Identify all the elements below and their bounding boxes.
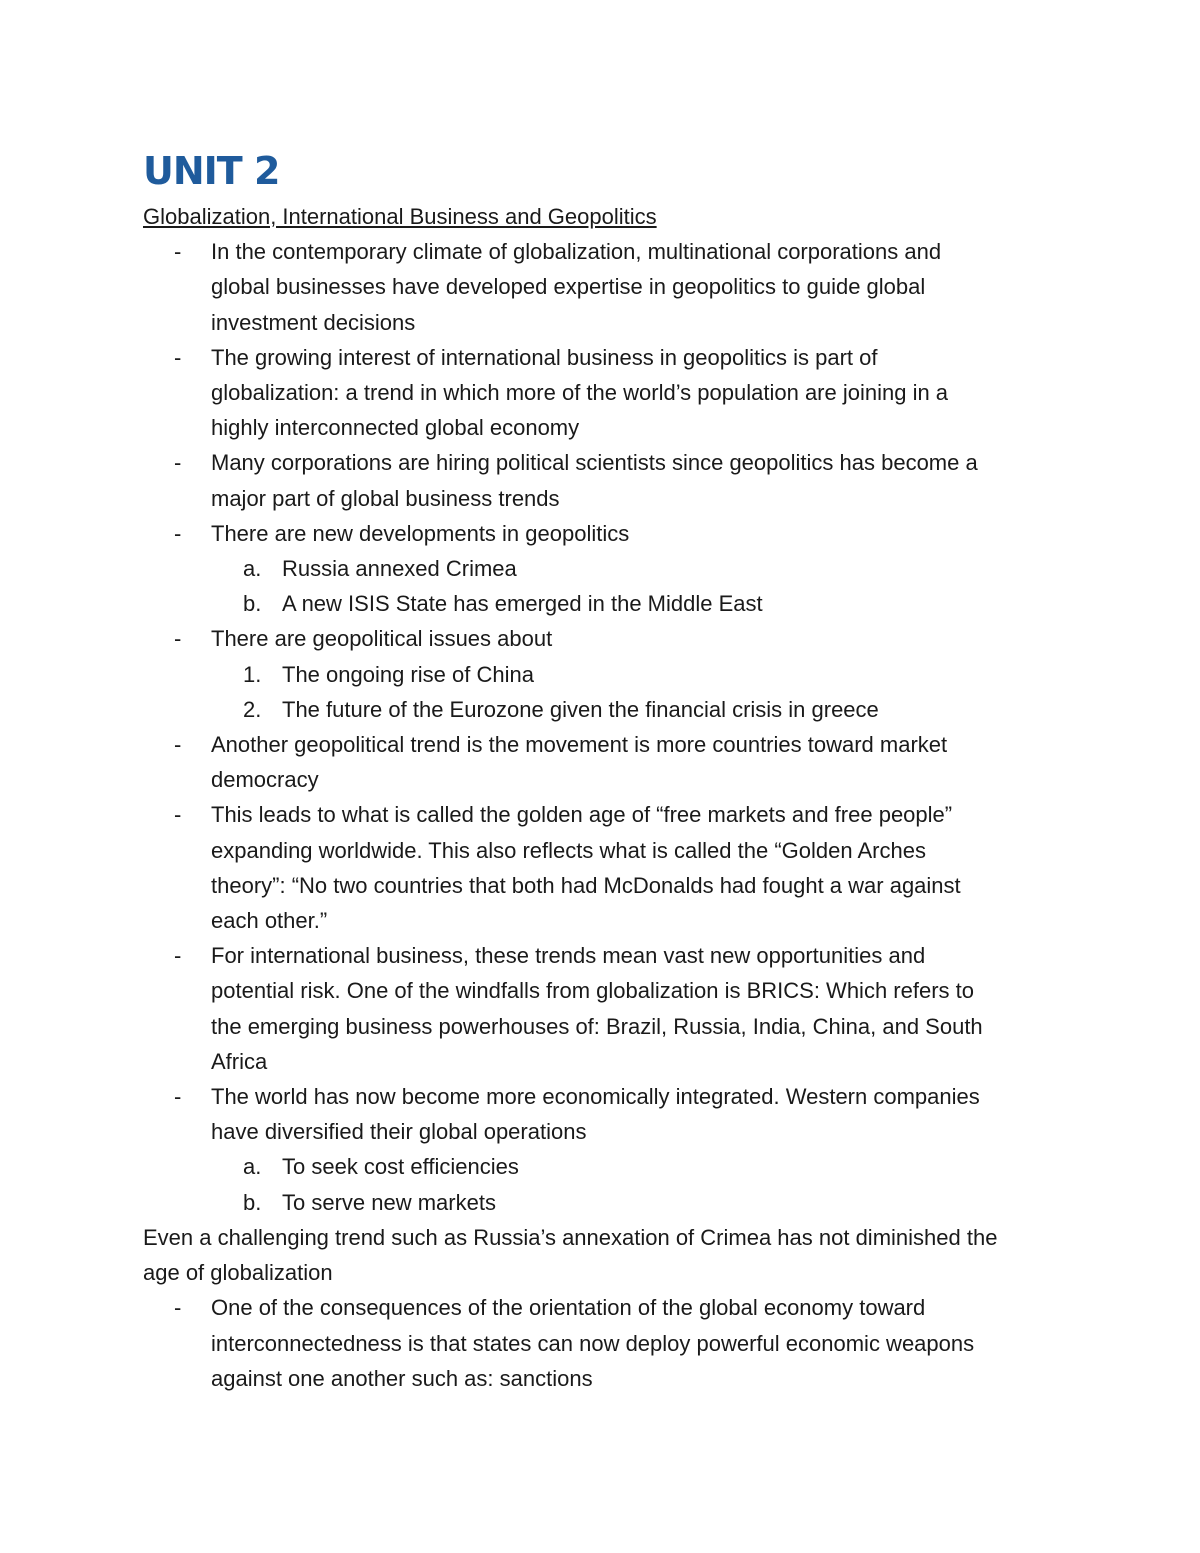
dash-marker: - [174, 344, 182, 370]
section-subtitle: Globalization, International Business and Geopolitics [143, 204, 657, 229]
text-line: investment decisions [211, 309, 416, 335]
text-line: There are new developments in geopolitics [211, 520, 630, 546]
text-line: Another geopolitical trend is the movement is more countries toward market [211, 732, 948, 758]
text-line: potential risk. One of the windfalls from globalization is BRICS: Which refers to [211, 978, 974, 1004]
text-line: theory”: “No two countries that both had McDonalds had fought a war against [211, 872, 961, 898]
dash-marker: - [174, 450, 182, 476]
text-line: This leads to what is called the golden age of “free markets and free people” [211, 802, 953, 828]
text-line: A new ISIS State has emerged in the Middle East [282, 591, 763, 617]
list-marker: b. [243, 591, 262, 617]
sub-list-item [143, 692, 1063, 727]
text-line: global businesses have developed expertise in geopolitics to guide global [211, 274, 926, 300]
text-line: Many corporations are hiring political scientists since geopolitics has become a [211, 450, 978, 476]
text-line: To serve new markets [282, 1189, 496, 1215]
dash-marker: - [174, 732, 182, 758]
text-line: For international business, these trends mean vast new opportunities and [211, 943, 926, 969]
text-line: age of globalization [143, 1260, 333, 1286]
text-line: expanding worldwide. This also reflects what is called the “Golden Arches [211, 837, 926, 863]
dash-marker: - [174, 626, 182, 652]
text-line: The growing interest of international business in geopolitics is part of [211, 344, 878, 370]
text-line: highly interconnected global economy [211, 415, 580, 441]
dash-marker: - [174, 239, 182, 265]
text-line: Africa [211, 1048, 268, 1074]
text-line: The ongoing rise of China [282, 661, 534, 687]
sub-list-item [143, 586, 1063, 621]
text-line: have diversified their global operations [211, 1119, 587, 1145]
sub-list-item [143, 551, 1063, 586]
text-line: One of the consequences of the orientation of the global economy toward [211, 1295, 926, 1321]
text-line: interconnectedness is that states can now deploy powerful economic weapons [211, 1330, 975, 1356]
text-line: against one another such as: sanctions [211, 1365, 593, 1391]
bullet-item [143, 445, 1063, 515]
text-line: In the contemporary climate of globalization, multinational corporations and [211, 239, 942, 265]
page-title: UNIT 2 [143, 149, 280, 193]
text-line: democracy [211, 767, 319, 793]
bullet-item [143, 1290, 1063, 1396]
sub-list-item [143, 1185, 1063, 1220]
bullet-item [143, 621, 1063, 656]
text-line: Even a challenging trend such as Russia’s annexation of Crimea has not diminished the [143, 1224, 998, 1250]
bullet-item [143, 516, 1063, 551]
dash-marker: - [174, 520, 182, 546]
list-marker: b. [243, 1189, 262, 1215]
text-line: the emerging business powerhouses of: Brazil, Russia, India, China, and South [211, 1013, 983, 1039]
text-line: The future of the Eurozone given the financial crisis in greece [282, 696, 879, 722]
sub-list-item [143, 657, 1063, 692]
bullet-item [143, 234, 1063, 340]
text-line: each other.” [211, 908, 328, 934]
text-line: To seek cost efficiencies [282, 1154, 519, 1180]
text-line: major part of global business trends [211, 485, 560, 511]
text-line: The world has now become more economically integrated. Western companies [211, 1084, 980, 1110]
dash-marker: - [174, 1295, 182, 1321]
bullet-item [143, 727, 1063, 797]
text-line: There are geopolitical issues about [211, 626, 553, 652]
bullet-item [143, 1079, 1063, 1149]
bullet-item [143, 340, 1063, 446]
list-marker: 1. [243, 661, 262, 687]
text-line: Russia annexed Crimea [282, 556, 517, 582]
dash-marker: - [174, 943, 182, 969]
dash-marker: - [174, 802, 182, 828]
list-marker: 2. [243, 696, 262, 722]
list-marker: a. [243, 556, 262, 582]
sub-list-item [143, 1149, 1063, 1184]
list-marker: a. [243, 1154, 262, 1180]
text-line: globalization: a trend in which more of the world’s population are joining in a [211, 380, 949, 406]
paragraph [143, 1220, 1063, 1290]
document-body [143, 199, 1063, 1396]
bullet-item [143, 797, 1063, 938]
bullet-item [143, 938, 1063, 1079]
dash-marker: - [174, 1084, 182, 1110]
